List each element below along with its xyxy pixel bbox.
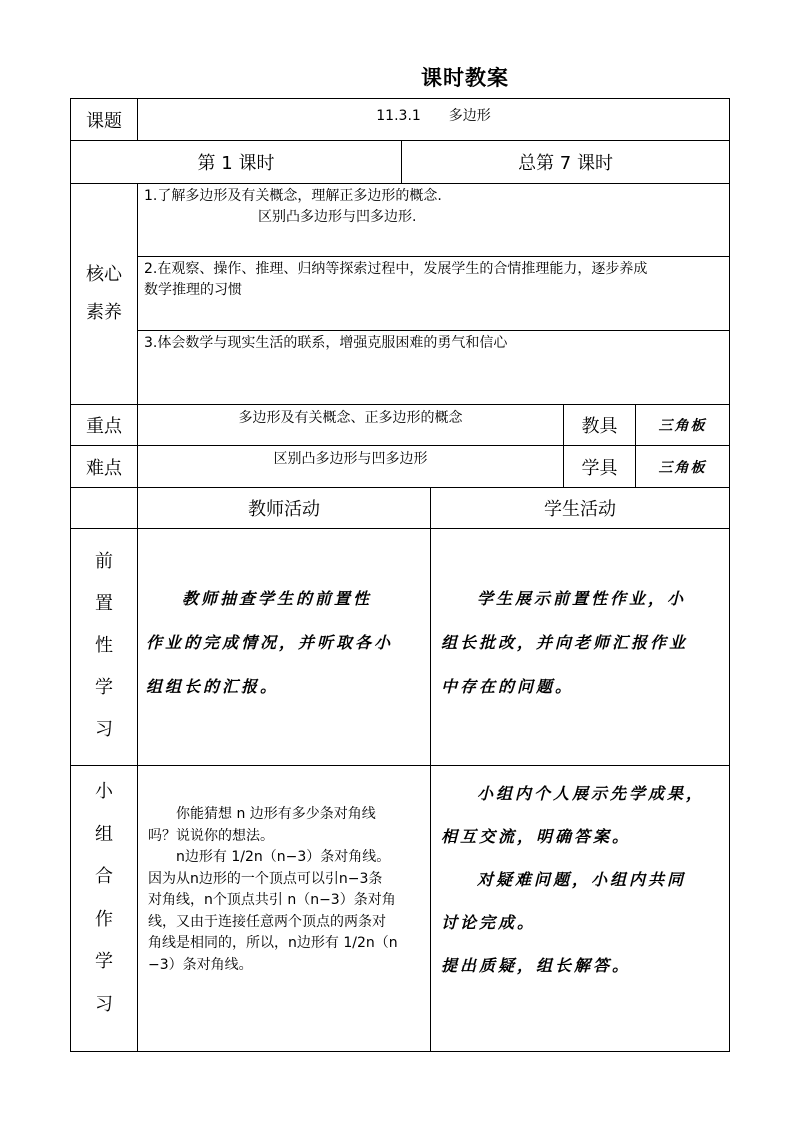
preview-student-activity — [431, 529, 730, 766]
preview-label-char: 前 — [95, 551, 113, 572]
group-teacher-activity — [138, 766, 431, 1052]
learning-tool-label: 学具 — [564, 446, 636, 488]
teaching-tool-label: 教具 — [564, 405, 636, 446]
key-point-row — [71, 405, 730, 446]
objective-1-line1: 1.了解多边形及有关概念，理解正多边形的概念. — [144, 188, 442, 204]
preview-student-line: 中存在的问题。 — [441, 677, 575, 696]
group-student-line: 提出质疑，组长解答。 — [441, 956, 632, 975]
preview-teacher-line: 作业的完成情况，并听取各小 — [146, 633, 394, 652]
preview-label-char: 置 — [95, 593, 113, 614]
difficulty-label: 难点 — [71, 446, 138, 488]
teaching-tool-value: 三角板 — [636, 405, 730, 446]
preview-row — [71, 529, 730, 766]
preview-student-line: 学生展示前置性作业，小 — [477, 589, 687, 608]
objective-2-line1: 2.在观察、操作、推理、归纳等探索过程中，发展学生的合情推理能力，逐步养成 — [144, 261, 648, 277]
group-teacher-line: 因为从n边形的一个顶点可以引n−3条 — [148, 870, 383, 887]
lesson-plan-table — [70, 98, 730, 1052]
objective-3-line1: 3.体会数学与现实生活的联系，增强克服困难的勇气和信心 — [144, 335, 508, 351]
group-label-char: 习 — [95, 993, 113, 1015]
topic-value: 11.3.1 多边形 — [138, 99, 730, 141]
key-point-value: 多边形及有关概念、正多边形的概念 — [138, 405, 564, 446]
group-teacher-line: n边形有 1/2n（n−3）条对角线。 — [176, 849, 391, 865]
group-label-char: 学 — [95, 951, 113, 972]
teacher-activity-header: 教师活动 — [138, 488, 431, 529]
page-title: 课时教案 — [421, 66, 509, 90]
core-label-line2: 素养 — [86, 302, 122, 323]
preview-teacher-line: 教师抽查学生的前置性 — [182, 589, 373, 608]
lesson-total: 总第 7 课时 — [402, 141, 730, 184]
preview-label-char: 学 — [95, 677, 113, 698]
key-point-label: 重点 — [71, 405, 138, 446]
topic-label: 课题 — [71, 99, 138, 141]
objective-1-line2: 区别凸多边形与凹多边形. — [258, 209, 417, 225]
group-study-label — [71, 766, 138, 1052]
activities-header-row — [71, 488, 730, 529]
group-label-char: 合 — [95, 866, 113, 887]
lesson-current: 第 1 课时 — [71, 141, 402, 184]
group-label-char: 作 — [95, 908, 113, 930]
preview-student-line: 组长批改，并向老师汇报作业 — [441, 633, 689, 652]
group-student-activity — [431, 766, 730, 1052]
core-label-line1: 核心 — [86, 264, 122, 285]
difficulty-row — [71, 446, 730, 488]
activities-header-blank — [71, 488, 138, 529]
objective-1 — [138, 184, 730, 257]
objective-row-2 — [71, 257, 730, 331]
preview-teacher-activity — [138, 529, 431, 766]
objective-row-1 — [71, 184, 730, 257]
group-student-line: 讨论完成。 — [441, 913, 537, 932]
group-student-line: 相互交流，明确答案。 — [441, 827, 632, 846]
preview-label-char: 习 — [95, 719, 113, 740]
group-student-line: 对疑难问题，小组内共同 — [477, 870, 687, 889]
group-label-char: 小 — [95, 781, 113, 802]
group-teacher-line: 角线是相同的，所以，n边形有 1/2n（n — [148, 935, 398, 951]
group-teacher-line: −3）条对角线。 — [148, 956, 253, 973]
objective-row-3 — [71, 331, 730, 405]
group-teacher-line: 你能猜想 n 边形有多少条对角线 — [176, 806, 376, 822]
group-teacher-line: 吗？说说你的想法。 — [148, 827, 274, 844]
objective-2-line2: 数学推理的习惯 — [144, 282, 242, 298]
group-teacher-line: 对角线，n个顶点共引 n（n−3）条对角 — [148, 892, 396, 908]
group-label-char: 组 — [95, 823, 113, 845]
lesson-count-row — [71, 141, 730, 184]
objective-3 — [138, 331, 730, 405]
core-label — [71, 184, 138, 405]
group-student-line: 小组内个人展示先学成果， — [477, 784, 706, 803]
topic-row — [71, 99, 730, 141]
preview-teacher-line: 组组长的汇报。 — [146, 677, 280, 696]
group-study-row — [71, 766, 730, 1052]
student-activity-header: 学生活动 — [431, 488, 730, 529]
preview-label — [71, 529, 138, 766]
group-teacher-line: 线，又由于连接任意两个顶点的两条对 — [148, 913, 386, 930]
objective-2 — [138, 257, 730, 331]
preview-label-char: 性 — [95, 635, 113, 656]
learning-tool-value: 三角板 — [636, 446, 730, 488]
difficulty-value: 区别凸多边形与凹多边形 — [138, 446, 564, 488]
